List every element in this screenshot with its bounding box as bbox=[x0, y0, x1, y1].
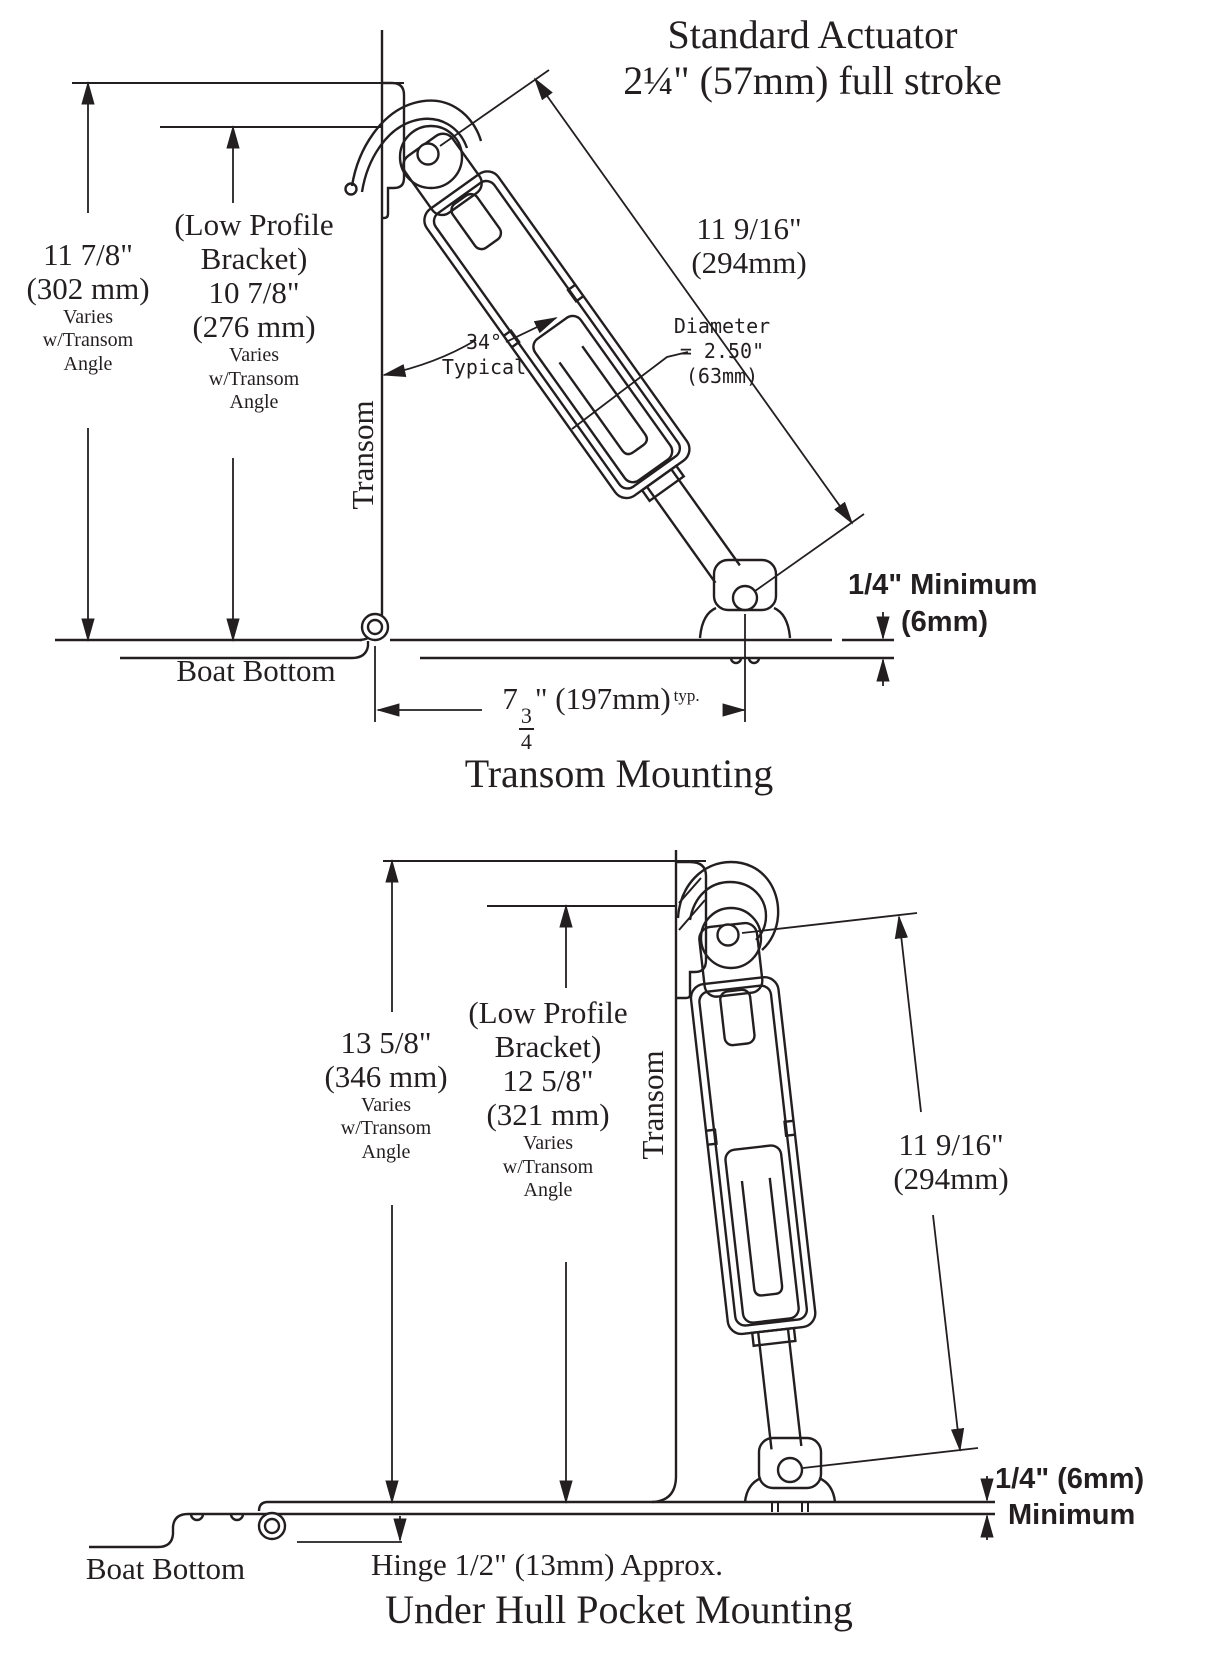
dim-note: Angle bbox=[229, 390, 279, 413]
spacing-denominator: 4 bbox=[520, 729, 532, 754]
actuator-length-label-2 bbox=[855, 1128, 1047, 1196]
low-profile-prefix1: (Low Profile bbox=[468, 995, 628, 1030]
clearance-note-line2: (6mm) bbox=[901, 606, 989, 638]
dim-length-extension-bottom bbox=[803, 1448, 978, 1468]
diameter-label bbox=[648, 314, 796, 389]
spacing-dim-label bbox=[470, 682, 732, 753]
dim-outer-height-label-2 bbox=[300, 1026, 472, 1164]
dim-bracket-height-value: 10 7/8" bbox=[208, 275, 300, 311]
lower-pivot-pin bbox=[778, 1458, 802, 1482]
clearance-note-2-line2: Minimum bbox=[1008, 1499, 1136, 1531]
angle-value: 34° bbox=[465, 330, 503, 354]
bracket-screws bbox=[772, 1502, 808, 1512]
tab-hinge-barrel bbox=[259, 1513, 285, 1539]
dim-note: w/Transom bbox=[340, 1117, 432, 1140]
diameter-word: Diameter bbox=[673, 314, 771, 338]
spacing-fraction bbox=[519, 705, 534, 753]
pocket-ceiling-line bbox=[259, 1502, 995, 1511]
clearance-note-line1: 1/4" Minimum bbox=[848, 569, 1038, 601]
dim-note: Varies bbox=[63, 306, 113, 329]
lower-pivot-pin bbox=[733, 586, 757, 610]
diameter-metric: (63mm) bbox=[685, 364, 759, 388]
dim-outer-height-value: 11 7/8" bbox=[43, 237, 133, 272]
dim-note: Varies bbox=[229, 344, 279, 367]
diagram-caption-under-hull: Under Hull Pocket Mounting bbox=[385, 1587, 853, 1632]
actuator-length-label bbox=[660, 212, 838, 280]
dim-bracket-height-label bbox=[158, 208, 350, 414]
dim-bracket-height-value: 12 5/8" bbox=[502, 1063, 594, 1099]
dim-note: Angle bbox=[361, 1140, 411, 1163]
low-profile-prefix2: Bracket) bbox=[494, 1029, 602, 1065]
dim-note: w/Transom bbox=[42, 329, 134, 352]
diagram-caption-transom: Transom Mounting bbox=[464, 751, 774, 796]
dim-note: Angle bbox=[63, 352, 113, 375]
low-profile-prefix1: (Low Profile bbox=[174, 207, 334, 242]
upper-pivot-pin bbox=[418, 144, 439, 165]
dim-length-extension-top bbox=[742, 913, 917, 933]
dim-length-line bbox=[535, 79, 852, 523]
transom-label-2: Transom bbox=[634, 1050, 670, 1160]
actuator-length-metric: (294mm) bbox=[691, 245, 807, 281]
transom-hatch bbox=[679, 878, 705, 930]
actuator-length-value: 11 9/16" bbox=[696, 211, 802, 246]
diameter-value: = 2.50" bbox=[679, 339, 765, 363]
dim-note: w/Transom bbox=[208, 367, 300, 390]
tab-hinge-barrel bbox=[362, 614, 388, 640]
dim-length-lower bbox=[933, 1215, 960, 1450]
actuator-length-metric: (294mm) bbox=[893, 1161, 1009, 1197]
dim-note: w/Transom bbox=[502, 1155, 594, 1178]
spacing-typ: typ. bbox=[673, 686, 700, 705]
low-profile-prefix2: Bracket) bbox=[200, 241, 308, 277]
angle-qualifier: Typical bbox=[441, 355, 527, 379]
spacing-numerator: 3 bbox=[520, 703, 532, 728]
dim-bracket-height-metric: (276 mm) bbox=[192, 309, 316, 345]
dim-outer-height-value: 13 5/8" bbox=[340, 1025, 432, 1060]
boat-bottom-step bbox=[89, 1514, 188, 1547]
page-title-line1: Standard Actuator bbox=[667, 12, 958, 57]
spacing-whole: 7 bbox=[502, 681, 518, 716]
boat-bottom-label: Boat Bottom bbox=[176, 653, 336, 688]
clearance-note-2-line1: 1/4" (6mm) bbox=[995, 1463, 1145, 1495]
dim-bracket-height-metric: (321 mm) bbox=[486, 1097, 610, 1133]
dim-length-upper bbox=[899, 917, 921, 1112]
page-title bbox=[595, 12, 1030, 104]
page-title-line2: 2¼" (57mm) full stroke bbox=[623, 58, 1002, 103]
actuator-body bbox=[683, 920, 830, 1453]
retainer-hook bbox=[352, 101, 481, 186]
dim-outer-height-metric: (346 mm) bbox=[324, 1059, 448, 1095]
actuator-length-value: 11 9/16" bbox=[898, 1127, 1004, 1162]
hinge-note: Hinge 1/2" (13mm) Approx. bbox=[371, 1547, 723, 1582]
upper-pivot-pin bbox=[718, 925, 739, 946]
dim-note: Angle bbox=[523, 1178, 573, 1201]
angle-label bbox=[425, 330, 543, 380]
transom-line bbox=[360, 30, 382, 640]
transom-line bbox=[652, 850, 676, 1502]
transom-label: Transom bbox=[344, 400, 380, 510]
dim-note: Varies bbox=[523, 1132, 573, 1155]
boat-bottom-label-2: Boat Bottom bbox=[85, 1551, 246, 1586]
dim-bracket-height-label-2 bbox=[452, 996, 644, 1202]
spacing-unit-metric: " (197mm) bbox=[534, 681, 671, 716]
dim-outer-height-metric: (302 mm) bbox=[26, 271, 150, 307]
dim-note: Varies bbox=[361, 1094, 411, 1117]
dim-outer-height-label bbox=[0, 238, 176, 376]
